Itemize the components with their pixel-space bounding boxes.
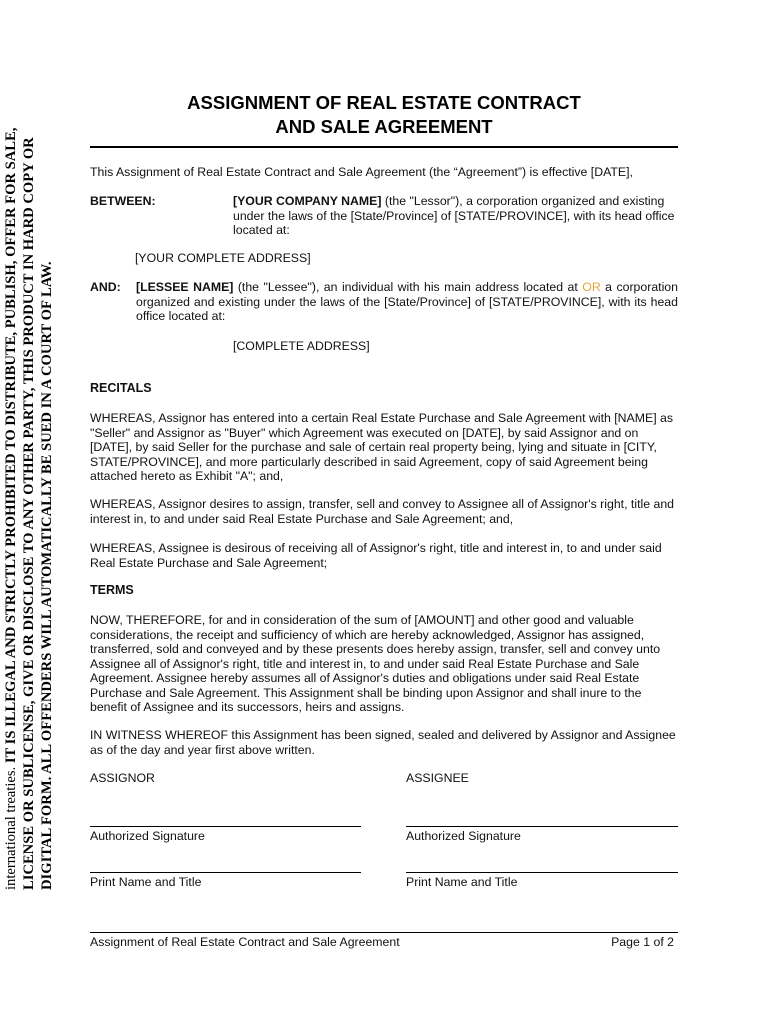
document-title-line-1: ASSIGNMENT OF REAL ESTATE CONTRACT <box>187 92 581 113</box>
legal-notice-line-2: LICENSE OR SUBLICENSE, GIVE OR DISCLOSE TO ANY OTHER PARTY, THIS PRODUCT IN HARD COPY OR <box>21 137 37 890</box>
and-label: AND: <box>90 280 121 294</box>
assignor-signature-line <box>90 826 361 827</box>
terms-paragraph: NOW, THEREFORE, for and in consideration of the sum of [AMOUNT] and other good and valuable considerations, the receipt and sufficiency of which are hereby acknowledged, Assignor has assigned, transferred, sold and conveyed and by these presents does hereby assign, transfer, sell and convey unto Assignee all of Assignor's right, title and interest in, to and under said Real Estate Purchase and Sale Agreement. Assignee hereby assumes all of Assignor's duties and obligations under said Real Estate Purchase and Sale Agreement. This Assignment shall be binding upon Assignor and shall inure to the benefit of Assignee and its successors, heirs and assigns. <box>90 613 661 714</box>
company-description: (the "Lessor"), a corporation organized and existing under the laws of the [State/Province] of [STATE/PROVINCE], with its head office located at: <box>233 194 675 237</box>
lessee-name: [LESSEE NAME] <box>136 280 234 294</box>
assignee-authorized-signature-label: Authorized Signature <box>406 829 521 843</box>
company-name: [YOUR COMPANY NAME] <box>233 194 382 208</box>
assignor-authorized-signature-label: Authorized Signature <box>90 829 205 843</box>
legal-notice-line-1-lead: international treaties. <box>3 766 19 890</box>
assignee-label: ASSIGNEE <box>406 771 469 785</box>
assignor-label: ASSIGNOR <box>90 771 155 785</box>
terms-heading: TERMS <box>90 583 134 597</box>
footer-title: Assignment of Real Estate Contract and Sale Agreement <box>90 935 400 949</box>
assignor-print-name-label: Print Name and Title <box>90 875 202 889</box>
title-divider <box>90 146 678 148</box>
or-highlight: OR <box>582 280 601 294</box>
legal-notice <box>0 0 60 890</box>
recital-paragraph-1: WHEREAS, Assignor has entered into a certain Real Estate Purchase and Sale Agreement with [NAME] as "Seller" and Assignor as "Buyer" which Agreement was executed on [DATE], by said Assignor and on [DATE], by said Seller for the purchase and sale of certain real property being, lying and situate in [CITY, STATE/PROVINCE], and more particularly described in said Agreement, copy of said Agreement being attached hereto as Exhibit "A"; and, <box>90 411 674 483</box>
legal-notice-line-1-bold: IT IS ILLEGAL AND STRICTLY PROHIBITED TO DISTRIBUTE, PUBLISH, OFFER FOR SALE, <box>3 127 19 764</box>
recital-paragraph-3: WHEREAS, Assignee is desirous of receiving all of Assignor's right, title and interest in, to and under said Real Estate Purchase and Sale Agreement; <box>90 541 662 570</box>
footer-divider <box>90 932 678 933</box>
between-label: BETWEEN: <box>90 194 156 208</box>
witness-paragraph: IN WITNESS WHEREOF this Assignment has been signed, sealed and delivered by Assignor and Assignee as of the day and year first above written. <box>90 728 676 757</box>
lessee-description-a: (the "Lessee"), an individual with his main address located at <box>233 280 583 294</box>
legal-notice-line-3: DIGITAL FORM. ALL OFFENDERS WILL AUTOMATICALLY BE SUED IN A COURT OF LAW. <box>39 261 55 890</box>
assignee-signature-line <box>406 826 678 827</box>
lessee-description-b: a corporation organized and existing under the laws of the [State/Province] of [STATE/PROVINCE], with its head office located at: <box>136 280 678 323</box>
assignor-name-line <box>90 872 361 873</box>
legal-notice-line-1 <box>2 128 20 890</box>
and-party-text <box>136 280 678 324</box>
lessee-address: [COMPLETE ADDRESS] <box>233 339 370 353</box>
company-address: [YOUR COMPLETE ADDRESS] <box>135 251 311 265</box>
assignee-name-line <box>406 872 678 873</box>
intro-paragraph: This Assignment of Real Estate Contract and Sale Agreement (the “Agreement”) is effective [DATE], <box>90 165 633 179</box>
document-title-line-2: AND SALE AGREEMENT <box>275 116 493 137</box>
recitals-heading: RECITALS <box>90 381 152 395</box>
recital-paragraph-2: WHEREAS, Assignor desires to assign, transfer, sell and convey to Assignee all of Assignor's right, title and interest in, to and under said Real Estate Purchase and Sale Agreement; and, <box>90 497 675 526</box>
page-number: Page 1 of 2 <box>611 935 674 949</box>
between-party-text <box>233 194 678 238</box>
assignee-print-name-label: Print Name and Title <box>406 875 518 889</box>
